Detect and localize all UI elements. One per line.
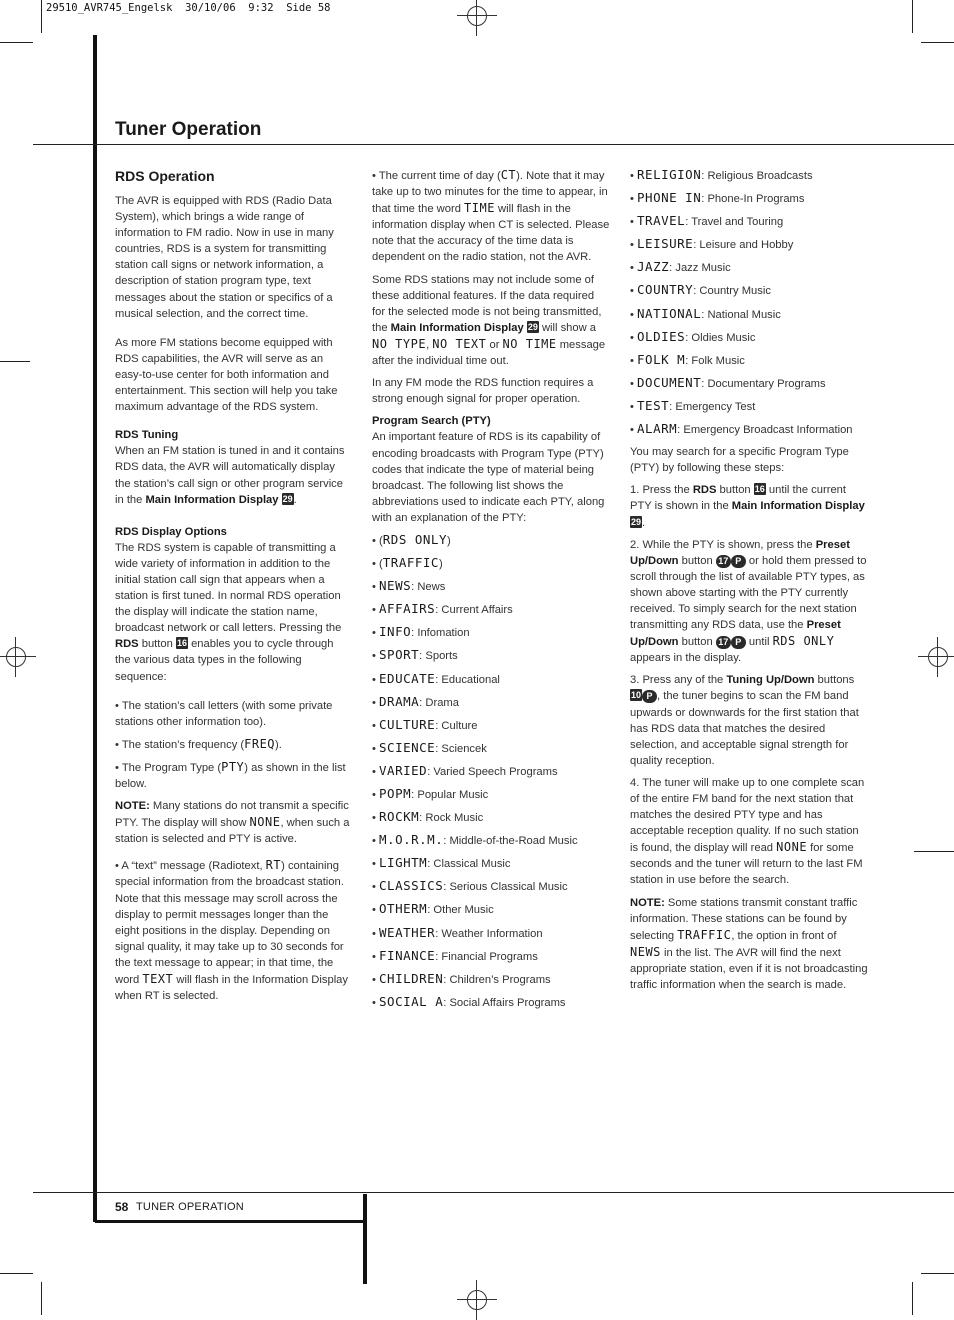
printer-slug: 29510_AVR745_Engelsk 30/10/06 9:32 Side 58 bbox=[46, 2, 331, 14]
pty-description: : Popular Music bbox=[411, 789, 489, 801]
pty-code: EDUCATE bbox=[379, 670, 436, 686]
paragraph: The RDS system is capable of transmitting a wide variety of information in addition to the initial station call sign that appears when a station is first tuned. In normal RDS operation the display will indicate the station name, broadcast network or call letters. Pressing the RDS button 16 enables you to cycle through the various data types in the following sequence: bbox=[115, 541, 342, 683]
number-badge: 10 bbox=[631, 690, 642, 701]
pty-code: RDS ONLY bbox=[382, 531, 447, 547]
pty-description: : Documentary Programs bbox=[701, 377, 826, 390]
pty-list-item: • LIGHTM: Classical Music bbox=[372, 855, 511, 871]
pty-description: : Sciencek bbox=[435, 742, 487, 755]
pty-code: RELIGION bbox=[637, 167, 702, 182]
crop-mark bbox=[921, 42, 954, 43]
pty-code: FOLK M bbox=[637, 351, 686, 367]
pty-code: PHONE IN bbox=[637, 190, 702, 206]
pty-description: : National Music bbox=[701, 308, 781, 321]
bullet-item: • The station’s call letters (with some private stations other information too). bbox=[115, 699, 333, 728]
paragraph: You may search for a specific Program Type (PTY) by following these steps: bbox=[630, 446, 849, 475]
pty-list-item: • EDUCATE: Educational bbox=[372, 670, 500, 686]
pty-description: : Country Music bbox=[693, 285, 771, 298]
title-rule bbox=[33, 144, 954, 145]
pty-code: ROCKM bbox=[379, 809, 420, 825]
pty-description: : Oldies Music bbox=[685, 331, 756, 344]
column-1 bbox=[115, 167, 352, 1010]
pty-list-item: • INFO: Infomation bbox=[372, 624, 470, 640]
pty-code: SOCIAL A bbox=[379, 993, 444, 1009]
pty-list-item: • SCIENCE: Sciencek bbox=[372, 739, 487, 755]
pty-code: NATIONAL bbox=[637, 305, 702, 321]
pty-list-item: • (TRAFFIC) bbox=[372, 555, 443, 571]
bullet-item: • The Program Type (PTY) as shown in the list below. bbox=[115, 759, 346, 790]
crop-mark bbox=[0, 361, 30, 362]
pty-list-item: • JAZZ: Jazz Music bbox=[630, 259, 731, 275]
crop-mark bbox=[0, 1273, 33, 1274]
left-margin-bar bbox=[93, 35, 97, 1222]
remote-p-icon: P bbox=[642, 690, 657, 703]
pty-code: LIGHTM bbox=[379, 855, 428, 871]
number-badge: 29 bbox=[282, 493, 293, 504]
registration-mark bbox=[457, 1280, 497, 1320]
pty-code: TRAFFIC bbox=[382, 555, 439, 571]
pty-description: : Educational bbox=[435, 673, 500, 686]
bullet-item: • A “text” message (Radiotext, RT) containing special information from the broadcast station. Note that this message may scroll across the display to permit messages longer than the eight positions in the display. Depending on signal quality, it may take up to 30 seconds for the text message to appear; in that time, the word TEXT will flash in the Information Display when RT is selected. bbox=[115, 858, 348, 1003]
step: 2. While the PTY is shown, press the Preset Up/Down button 17 P or hold them pressed to scroll through the list of available PTY types, as shown above starting with the PTY currently received. To simply search for the next station transmitting any RDS data, use the Preset Up/Down button 17 P until RDS ONLY appears in the display. bbox=[630, 538, 867, 665]
pty-list-item: • COUNTRY: Country Music bbox=[630, 282, 771, 298]
pty-list-item: • DRAMA: Drama bbox=[372, 693, 459, 709]
pty-list-item: • SPORT: Sports bbox=[372, 647, 458, 663]
pty-list-item: • CHILDREN: Children’s Programs bbox=[372, 970, 551, 986]
pty-list-item: • TEST: Emergency Test bbox=[630, 397, 756, 413]
pty-description: : Middle-of-the-Road Music bbox=[443, 835, 578, 848]
registration-mark bbox=[457, 0, 497, 36]
pty-code: DRAMA bbox=[379, 693, 420, 709]
pty-list-item: • TRAVEL: Travel and Touring bbox=[630, 213, 784, 229]
pty-code: COUNTRY bbox=[637, 282, 694, 298]
remote-p-icon: P bbox=[731, 555, 746, 568]
pty-list-item: • NEWS: News bbox=[372, 578, 446, 594]
pty-list-item: • CULTURE: Culture bbox=[372, 716, 478, 732]
column-2 bbox=[372, 167, 610, 1017]
footer-divider bbox=[363, 1194, 367, 1284]
pty-code: VARIED bbox=[379, 762, 428, 778]
pty-description: : Religious Broadcasts bbox=[701, 170, 813, 182]
pty-list-item: • AFFAIRS: Current Affairs bbox=[372, 601, 513, 617]
crop-mark bbox=[914, 851, 954, 852]
pty-description: : Culture bbox=[435, 719, 478, 732]
step: 3. Press any of the Tuning Up/Down buttons 10 P , the tuner begins to scan the FM band upwards or downwards for the first station that has RDS data that matches the desired selection, and acceptable signal strength for quality reception. bbox=[630, 674, 859, 767]
pty-code: NEWS bbox=[379, 578, 412, 594]
number-badge: 17 bbox=[716, 555, 731, 568]
pty-list-item: • VARIED: Varied Speech Programs bbox=[372, 762, 558, 778]
pty-list-item: • DOCUMENT: Documentary Programs bbox=[630, 374, 826, 390]
registration-mark bbox=[0, 637, 36, 677]
crop-mark bbox=[41, 0, 42, 33]
pty-code: LEISURE bbox=[637, 236, 694, 252]
pty-list-item: • CLASSICS: Serious Classical Music bbox=[372, 878, 568, 894]
pty-description: : Classical Music bbox=[427, 858, 511, 871]
bullet-item: • The station’s frequency (FREQ). bbox=[115, 736, 282, 751]
pty-description: : Infomation bbox=[411, 627, 470, 640]
pty-code: TEST bbox=[637, 397, 670, 413]
footer-underline bbox=[95, 1220, 365, 1223]
pty-code: OLDIES bbox=[637, 328, 686, 344]
page-title: Tuner Operation bbox=[115, 119, 262, 140]
crop-mark bbox=[0, 42, 33, 43]
pty-code: TRAVEL bbox=[637, 213, 686, 229]
pty-code: M.O.R.M. bbox=[379, 832, 444, 848]
paragraph: In any FM mode the RDS function requires a strong enough signal for proper operation. bbox=[372, 377, 594, 406]
pty-description: : Varied Speech Programs bbox=[427, 765, 558, 778]
number-badge: 29 bbox=[631, 516, 642, 527]
pty-code: INFO bbox=[379, 624, 412, 640]
crop-mark bbox=[41, 1282, 42, 1315]
crop-mark bbox=[921, 1273, 954, 1274]
pty-list-item: • RELIGION: Religious Broadcasts bbox=[630, 167, 813, 182]
pty-description: : Travel and Touring bbox=[685, 216, 784, 229]
crop-mark bbox=[912, 0, 913, 33]
pty-description: : Emergency Test bbox=[669, 400, 756, 413]
step: 1. Press the RDS button 16 until the current PTY is shown in the Main Information Display 29. bbox=[630, 484, 865, 529]
section-heading: RDS Operation bbox=[115, 168, 215, 184]
pty-code: SCIENCE bbox=[379, 739, 436, 755]
pty-description: : Sports bbox=[419, 650, 458, 663]
pty-description: : Financial Programs bbox=[435, 950, 538, 963]
pty-description: : Other Music bbox=[427, 904, 494, 917]
footer-section-label: TUNER OPERATION bbox=[136, 1201, 244, 1213]
pty-code: AFFAIRS bbox=[379, 601, 436, 617]
pty-list-item: • ROCKM: Rock Music bbox=[372, 809, 484, 825]
pty-description: : Emergency Broadcast Information bbox=[677, 424, 853, 437]
pty-list-item: • (RDS ONLY) bbox=[372, 531, 451, 547]
footer-rule bbox=[33, 1192, 954, 1193]
pty-description: : Drama bbox=[419, 696, 459, 709]
pty-code: DOCUMENT bbox=[637, 374, 702, 390]
pty-description: : Children’s Programs bbox=[443, 973, 551, 986]
remote-p-icon: P bbox=[731, 636, 746, 649]
pty-code: OTHERM bbox=[379, 901, 428, 917]
number-badge: 16 bbox=[176, 638, 187, 649]
pty-description: : Leisure and Hobby bbox=[693, 239, 794, 252]
pty-list bbox=[372, 532, 610, 1011]
pty-description: : Jazz Music bbox=[669, 262, 731, 275]
paragraph: Some RDS stations may not include some of these additional features. If the data required for the selected mode is not being transmitted, the Main Information Display 29 will show a NO TYPE, NO TEXT or NO TIME message after the individual time out. bbox=[372, 273, 606, 368]
number-badge: 16 bbox=[754, 484, 765, 495]
pty-list-item: • ALARM: Emergency Broadcast Information bbox=[630, 421, 853, 437]
pty-list-item: • SOCIAL A: Social Affairs Programs bbox=[372, 993, 566, 1009]
pty-description: : Rock Music bbox=[419, 812, 484, 825]
pty-description: : Social Affairs Programs bbox=[443, 996, 566, 1009]
pty-list-item: • OTHERM: Other Music bbox=[372, 901, 494, 917]
pty-list-item: • PHONE IN: Phone-In Programs bbox=[630, 190, 805, 206]
number-badge: 29 bbox=[527, 321, 538, 332]
main-info-display-ref: Main Information Display bbox=[145, 493, 279, 506]
pty-description: : Weather Information bbox=[435, 927, 543, 940]
pty-code: CULTURE bbox=[379, 716, 436, 732]
pty-list-item: • OLDIES: Oldies Music bbox=[630, 328, 756, 344]
pty-code: CHILDREN bbox=[379, 970, 444, 986]
pty-list bbox=[630, 167, 868, 438]
pty-list-item: • LEISURE: Leisure and Hobby bbox=[630, 236, 794, 252]
column-3 bbox=[630, 167, 868, 999]
page-number: 58 bbox=[115, 1200, 129, 1214]
note: NOTE: Many stations do not transmit a specific PTY. The display will show NONE, when such a station is selected and PTY is active. bbox=[115, 800, 350, 846]
pty-description: : Serious Classical Music bbox=[443, 881, 568, 894]
note: NOTE: Some stations transmit constant traffic information. These stations can be found by selecting TRAFFIC, the option in front of NEWS in the list. The AVR will find the next appropriate station, even if it is not broadcasting traffic information when the search is made. bbox=[630, 896, 868, 992]
subheading: Program Search (PTY) bbox=[372, 415, 491, 428]
pty-code: SPORT bbox=[379, 647, 420, 663]
pty-code: WEATHER bbox=[379, 924, 436, 940]
paragraph: As more FM stations become equipped with RDS capabilities, the AVR will serve as an easy-to-use center for both information and entertainment. This section will help you take maximum advantage of the RDS system. bbox=[115, 336, 338, 414]
paragraph: The AVR is equipped with RDS (Radio Data System), which brings a wide range of information to FM radio. Now in use in many countries, RDS is a system for transmitting station call signs or network information, a description of station program type, text messages about the station or specifics of a musical selection, and the correct time. bbox=[115, 195, 334, 320]
pty-code: POPM bbox=[379, 786, 412, 801]
paragraph: An important feature of RDS is its capability of encoding broadcasts with Program Type (PTY) codes that indicate the type of material being broadcast. The following list shows the abbreviations used to indicate each PTY, along with an explanation of the PTY: bbox=[372, 431, 605, 524]
subheading: RDS Display Options bbox=[115, 525, 227, 538]
subheading: RDS Tuning bbox=[115, 429, 179, 442]
registration-mark bbox=[918, 637, 954, 677]
bullet-item: • The current time of day (CT). Note that it may take up to two minutes for the time to appear, in that time the word TIME will flash in the information display when CT is selected. Please note that the accuracy of the time data is dependent on the radio station, not the AVR. bbox=[372, 168, 610, 264]
pty-code: FINANCE bbox=[379, 947, 436, 963]
pty-list-item: • POPM: Popular Music bbox=[372, 786, 489, 801]
pty-list-item: • NATIONAL: National Music bbox=[630, 305, 781, 321]
crop-mark bbox=[912, 1282, 913, 1315]
paragraph: When an FM station is tuned in and it contains RDS data, the AVR will automatically display the station’s call sign or other program service in the Main Information Display 29. bbox=[115, 445, 345, 506]
pty-list-item: • M.O.R.M.: Middle-of-the-Road Music bbox=[372, 832, 578, 848]
pty-code: CLASSICS bbox=[379, 878, 444, 894]
pty-description: : Current Affairs bbox=[435, 604, 513, 617]
number-badge: 17 bbox=[716, 636, 731, 649]
step: 4. The tuner will make up to one complete scan of the entire FM band for the next station that matches the desired PTY type and has acceptable reception quality. If no such station is found, the display will read NONE for some seconds and the tuner will return to the last FM station in use before the search. bbox=[630, 776, 865, 887]
pty-code: ALARM bbox=[637, 421, 678, 437]
pty-description: : Folk Music bbox=[685, 354, 745, 367]
pty-list-item: • FOLK M: Folk Music bbox=[630, 351, 745, 367]
pty-description: : Phone-In Programs bbox=[701, 193, 805, 206]
pty-list-item: • FINANCE: Financial Programs bbox=[372, 947, 538, 963]
pty-list-item: • WEATHER: Weather Information bbox=[372, 924, 543, 940]
pty-description: : News bbox=[411, 581, 446, 594]
pty-code: JAZZ bbox=[637, 259, 670, 275]
